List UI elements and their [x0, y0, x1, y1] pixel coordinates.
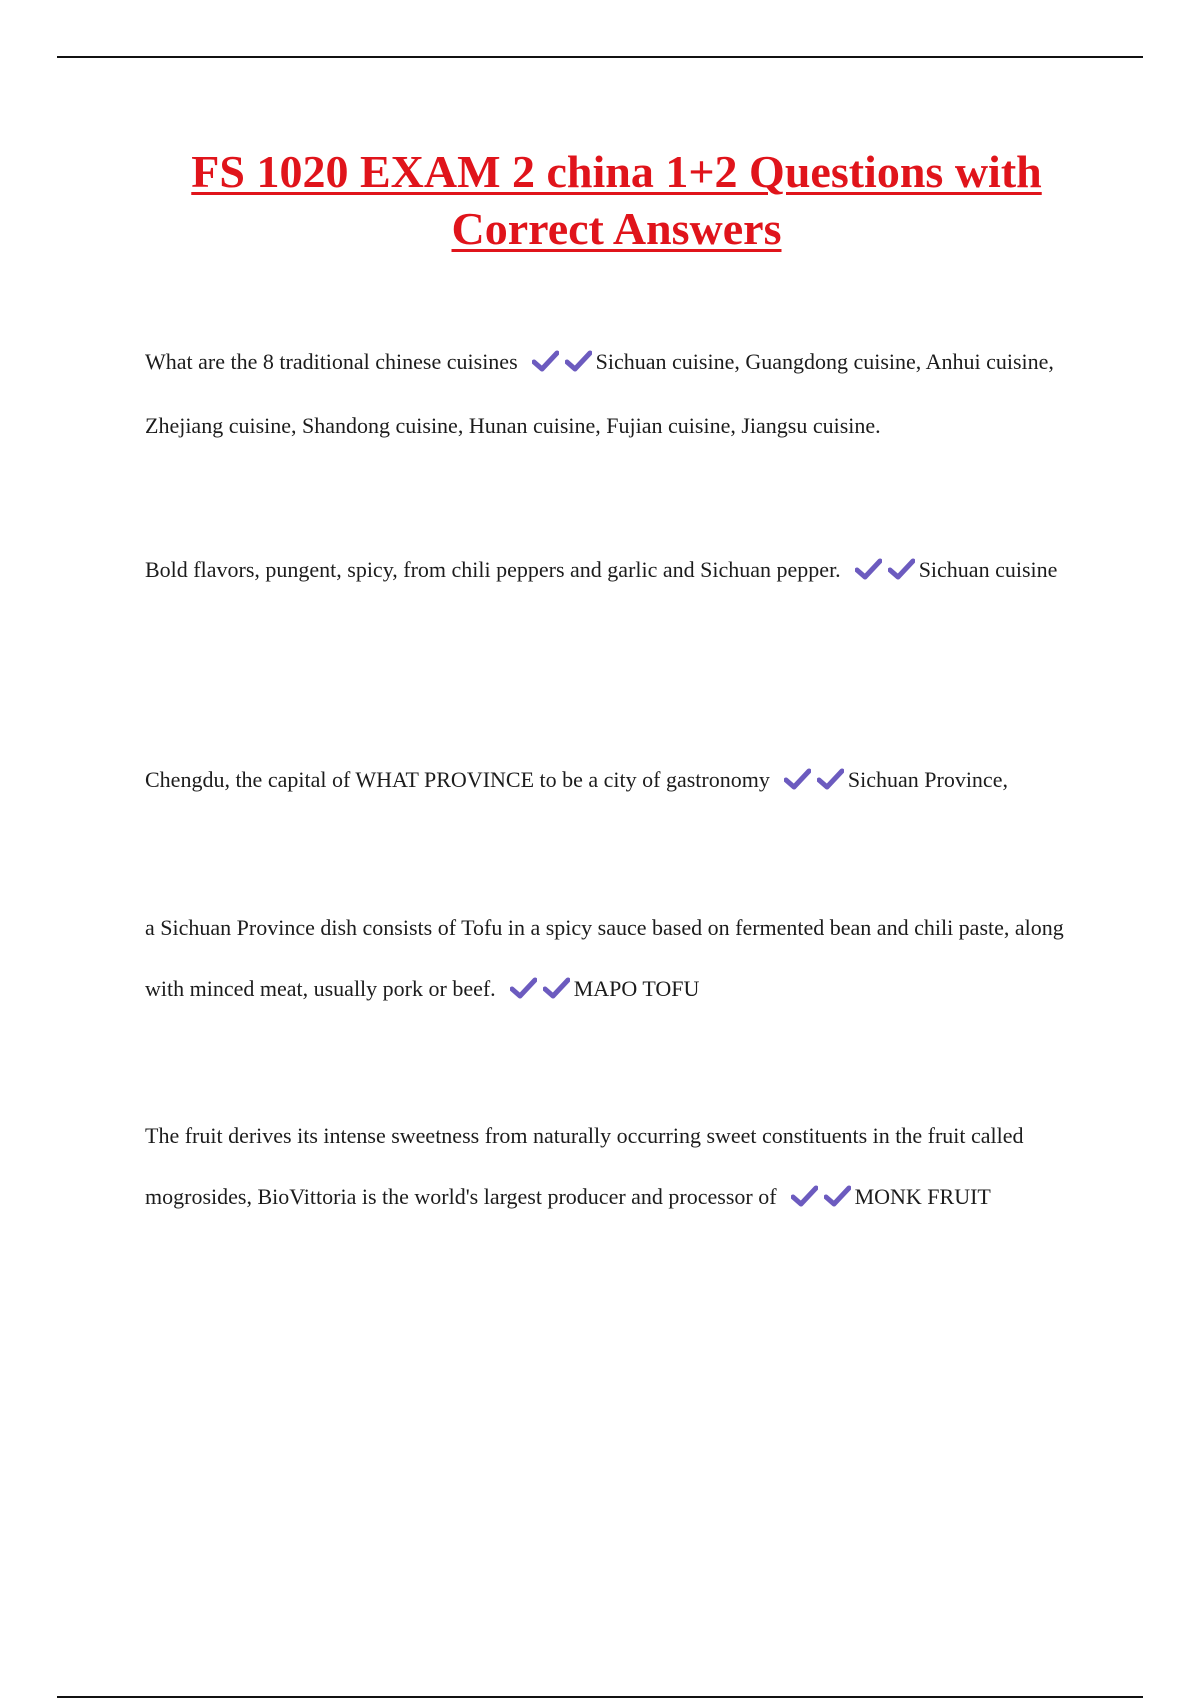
answer-checkmarks — [784, 752, 846, 813]
answer-checkmarks — [791, 1169, 853, 1230]
answer-text: Sichuan Province, — [847, 767, 1008, 792]
qa-item-5 — [145, 1105, 1090, 1230]
bottom-rule — [57, 1696, 1143, 1698]
checkmark-icon — [791, 1185, 818, 1207]
question-text: a Sichuan Province dish consists of Tofu in a spicy sauce based on fermented bean and chili paste, along with minced meat, usually pork or beef. — [145, 915, 1064, 1001]
checkmark-icon — [510, 977, 537, 999]
qa-item-1 — [145, 331, 1090, 456]
checkmark-icon — [543, 977, 570, 999]
checkmark-icon — [824, 1185, 851, 1207]
qa-item-3 — [145, 749, 1145, 813]
top-rule — [57, 56, 1143, 58]
answer-text: Sichuan cuisine, Guangdong cuisine, Anhui cuisine, Zhejiang cuisine, Shandong cuisine, Hunan cuisine, Fujian cuisine, Jiangsu cuisine. — [145, 349, 1054, 438]
question-text: The fruit derives its intense sweetness from naturally occurring sweet constituents in the fruit called mogrosides, BioVittoria is the world's largest producer and processor of — [145, 1123, 1024, 1209]
answer-checkmarks — [532, 334, 594, 395]
checkmark-icon — [565, 350, 592, 372]
qa-item-4 — [145, 897, 1090, 1022]
qa-item-2 — [145, 539, 1090, 603]
checkmark-icon — [817, 768, 844, 790]
checkmark-icon — [784, 768, 811, 790]
document-title: FS 1020 EXAM 2 china 1+2 Questions with Correct Answers — [191, 146, 1042, 254]
checkmark-icon — [532, 350, 559, 372]
question-text: What are the 8 traditional chinese cuisines — [145, 349, 518, 374]
checkmark-icon — [888, 558, 915, 580]
answer-text: Sichuan cuisine — [918, 557, 1058, 582]
answer-text: MONK FRUIT — [854, 1184, 991, 1209]
answer-checkmarks — [855, 542, 917, 603]
checkmark-icon — [855, 558, 882, 580]
answer-text: MAPO TOFU — [573, 976, 700, 1001]
question-text: Bold flavors, pungent, spicy, from chili peppers and garlic and Sichuan pepper. — [145, 557, 841, 582]
question-text: Chengdu, the capital of WHAT PROVINCE to be a city of gastronomy — [145, 767, 770, 792]
answer-checkmarks — [510, 961, 572, 1022]
